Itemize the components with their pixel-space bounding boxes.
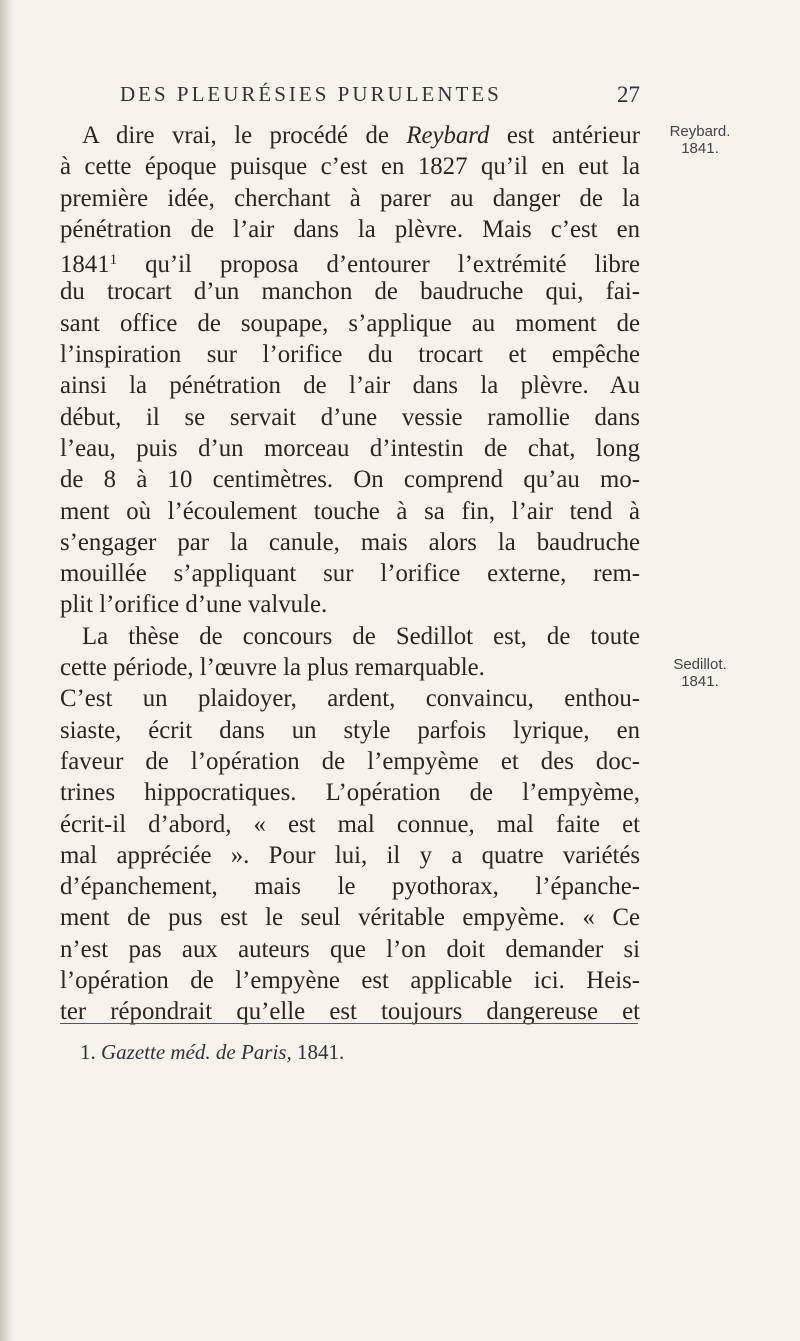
text-line: faveur de l’opération de l’empyème et des doc-: [60, 747, 640, 775]
text-line: La thèse de concours de Sedillot est, de toute: [82, 622, 640, 650]
text-line: cette période, l’œuvre la plus remarquable.: [60, 654, 485, 682]
footnote-rule: [60, 1023, 638, 1024]
running-head: [60, 82, 640, 112]
text-line: 1841$^1$ qu’il proposa d’entourer l’extrémité libre: [60, 251, 640, 279]
text-line: pénétration de l’air dans la plèvre. Mais c’est en: [60, 215, 640, 243]
text-line: trines hippocratiques. L’opération de l’empyème,: [60, 779, 640, 807]
text-line: écrit-il d’abord, « est mal connue, mal faite et: [60, 810, 640, 838]
text-line: d’épanchement, mais le pyothorax, l’épanche-: [60, 873, 640, 901]
text-line: plit l’orifice d’une valvule.: [60, 591, 328, 619]
margin-note-sedillot: [660, 656, 740, 690]
margin-note-year: 1841.: [681, 673, 719, 690]
margin-note-name: Sedillot.: [673, 656, 727, 673]
binding-shadow: [0, 0, 14, 1341]
text-line: l’eau, puis d’un morceau d’intestin de chat, long: [60, 434, 640, 462]
text-line: A dire vrai, le procédé de Reybard est antérieur: [82, 122, 640, 149]
margin-note-name: Reybard.: [669, 123, 731, 140]
text-line: ment de pus est le seul véritable empyème. « Ce: [60, 904, 640, 932]
text-line: l’inspiration sur l’orifice du trocart et empêche: [60, 341, 640, 369]
text-line: mouillée s’appliquant sur l’orifice externe, rem-: [60, 560, 640, 588]
text-line: à cette époque puisque c’est en 1827 qu’il en eut la: [60, 153, 640, 181]
text-line: C’est un plaidoyer, ardent, convaincu, enthou-: [60, 685, 640, 713]
footnote-number: 1.: [80, 1040, 96, 1064]
running-title: DES PLEURÉSIES PURULENTES: [120, 82, 502, 106]
paragraph-reybard: [60, 120, 640, 621]
text-line: mal appréciée ». Pour lui, il y a quatre variétés: [60, 841, 640, 869]
text-line: ment où l’écoulement touche à sa fin, l’air tend à: [60, 497, 640, 525]
page-number: 27: [617, 82, 640, 107]
text-line: siaste, écrit dans un style parfois lyrique, en: [60, 716, 640, 744]
text-line: s’engager par la canule, mais alors la baudruche: [60, 528, 640, 556]
body-text: [60, 120, 640, 1028]
paragraph-sedillot: [60, 621, 640, 1028]
text-line: première idée, cherchant à parer au danger de la: [60, 184, 640, 212]
footnote-source: Gazette méd. de Paris,: [101, 1040, 292, 1064]
footnote: [80, 1040, 640, 1065]
footnote-year: 1841.: [296, 1040, 345, 1064]
margin-note-reybard: [660, 123, 740, 157]
margin-note-year: 1841.: [681, 140, 719, 157]
text-line: l’opération de l’empyène est applicable ici. Heis-: [60, 967, 640, 995]
text-line: du trocart d’un manchon de baudruche qui, fai-: [60, 278, 640, 306]
text-line: sant office de soupape, s’applique au moment de: [60, 309, 640, 337]
text-line: début, il se servait d’une vessie ramollie dans: [60, 403, 640, 431]
name-reybard: Reybard: [406, 122, 490, 149]
text-line: ainsi la pénétration de l’air dans la plèvre. Au: [60, 372, 640, 400]
footnote-ref: 1: [109, 252, 118, 269]
text-line: n’est pas aux auteurs que l’on doit demander si: [60, 935, 640, 963]
text-line: de 8 à 10 centimètres. On comprend qu’au mo-: [60, 466, 640, 494]
text-line: ter répondrait qu’elle est toujours dangereuse et: [60, 998, 640, 1026]
